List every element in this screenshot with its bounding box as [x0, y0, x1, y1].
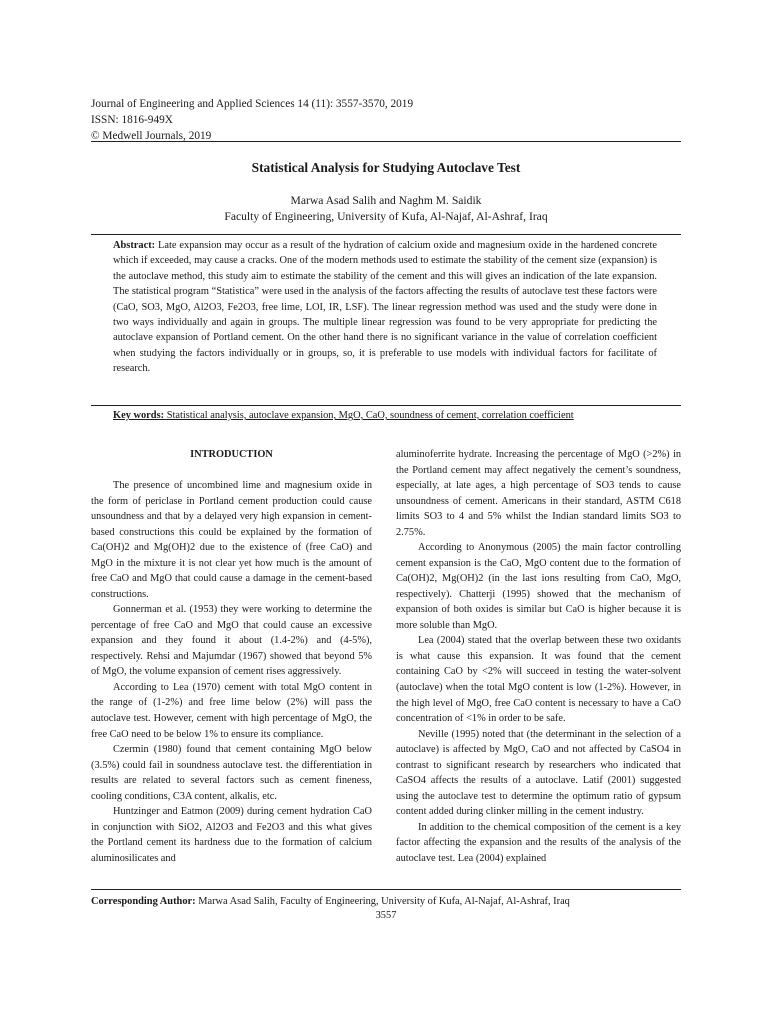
- author-block: [91, 193, 681, 225]
- affiliation: Faculty of Engineering, University of Kufa, Al-Najaf, Al-Ashraf, Iraq: [224, 210, 548, 223]
- corresponding-author: [91, 894, 681, 909]
- section-heading: INTRODUCTION: [190, 449, 273, 460]
- keywords: [113, 410, 673, 421]
- body-paragraph: Gonnerman et al. (1953) they were working to determine the percentage of free CaO and MgO that could cause an excessive expansion and they found it about (1.4-2%) and (4-5%), respectively. Rehsi and Majumdar (1967) showed that beyond 5% of MgO, the volume expansion of cement rises aggressively.: [91, 604, 372, 678]
- authors: Marwa Asad Salih and Naghm M. Saidik: [290, 194, 482, 207]
- abstract-text: Late expansion may occur as a result of the hydration of calcium oxide and magnesium oxide in the hardened concrete which if exceeded, may cause a cracks. One of the modern methods used to estimate the stability of the cement size (expansion) is the autoclave method, this study aim to estimate the stability of the cement and this will gives an indication of the late expansion. The statistical program “Statistica” were used in the analysis of the factors affecting the results of autoclave test these factors were (CaO, SO3, MgO, Al2O3, Fe2O3, free lime, LOI, IR, LSF). The linear regression method was used and the study were done in two ways individually and again in groups. The multiple linear regression was found to be very appropriate for predicting the autoclave expansion of Portland cement. On the other hand there is no significant variance in the value of correlation coefficient when studying the factors individually or in groups, so, it is preferable to use models with individual factors for facilitate of research.: [113, 240, 657, 375]
- abstract: [113, 238, 657, 377]
- keywords-label: Key words:: [113, 410, 165, 421]
- left-column: [91, 447, 372, 866]
- keywords-text: Statistical analysis, autoclave expansion, MgO, CaO, soundness of cement, correlation coefficient: [166, 410, 574, 421]
- header-rule: [91, 141, 681, 142]
- abstract-top-rule: [91, 234, 681, 235]
- body-paragraph: Czermin (1980) found that cement containing MgO below (3.5%) could fail in soundness autoclave test. the differentiation in results are related to several factors such as cement fineness, cooling conditions, C3A content, alkalis, etc.: [91, 744, 372, 802]
- body-paragraph: In addition to the chemical composition of the cement is a key factor affecting the expansion and the results of the analysis of the autoclave test. Lea (2004) explained: [396, 821, 681, 864]
- journal-citation: Journal of Engineering and Applied Sciences 14 (11): 3557-3570, 2019: [91, 98, 414, 110]
- footer-rule: [91, 889, 681, 890]
- body-paragraph: The presence of uncombined lime and magnesium oxide in the form of periclase in Portland cement production could cause unsoundness and that by a delayed very high expansion in cement-based constructions this could be explained by the formation of Ca(OH)2 and Mg(OH)2 due to the existence of (free CaO) and MgO in the mixture it is not clear yet how much is the amount of free CaO and MgO that could cause a damage in the cement-based constructions.: [91, 480, 372, 600]
- journal-issn: ISSN: 1816-949X: [91, 114, 173, 126]
- body-paragraph: According to Lea (1970) cement with total MgO content in the range of (1-2%) and free lime below (2%) will pass the autoclave test. However, cement with high percentage of MgO, the free CaO need to be below 1% to ensure its compliance.: [91, 681, 372, 740]
- journal-info: [91, 96, 413, 144]
- corresponding-text: Marwa Asad Salih, Faculty of Engineering, University of Kufa, Al-Najaf, Al-Ashraf, Iraq: [198, 896, 570, 907]
- body-paragraph: Neville (1995) noted that (the determinant in the selection of a autoclave) is affected by MgO, CaO and not affected by CaSO4 in contrast to significant research by researchers who indicated that CaSO4 affects the results of a autoclave. Latif (2001) suggested using the autoclave test to determine the optimum ratio of gypsum content added during clinker milling in the cement industry.: [396, 728, 681, 818]
- abstract-label: Abstract:: [113, 240, 156, 251]
- journal-copyright: © Medwell Journals, 2019: [91, 130, 212, 142]
- body-paragraph: aluminoferrite hydrate. Increasing the percentage of MgO (>2%) in the Portland cement may affect negatively the cement’s soundness, especially, at late ages, a high percentage of SO3 tends to cause unsoundness of cement. Americans in their standard, ASTM C618 limits SO3 to 4 and 5% whilst the Indian standard limits SO3 to 2.75%.: [396, 449, 681, 538]
- abstract-bottom-rule: [91, 405, 681, 406]
- page-number: 3557: [375, 910, 397, 921]
- body-paragraph: According to Anonymous (2005) the main factor controlling cement expansion is the CaO, MgO content due to the formation of Ca(OH)2, Mg(OH)2 (in the last ions resulting from CaO, MgO, respectively). Chatterji (1995) showed that the mechanism of expansion of both oxides is similar but CaO is higher because it is more soluble than MgO.: [396, 542, 681, 631]
- corresponding-label: Corresponding Author:: [91, 896, 196, 907]
- body-paragraph: Huntzinger and Eatmon (2009) during cement hydration CaO in conjunction with SiO2, Al2O3 and Fe2O3 and this what gives the Portland cement its hardness due to the formation of calcium aluminosilicates and: [91, 806, 372, 864]
- paper-title: Statistical Analysis for Studying Autoclave Test: [251, 160, 521, 175]
- right-column: [396, 447, 681, 866]
- body-paragraph: Lea (2004) stated that the overlap between these two oxidants is what cause this expansion. It was found that the cement containing CaO by <2% will succeed in testing the water-solvent (autoclave) when the total MgO content is low (1-2%). However, in the high level of MgO, free CaO content is necessary to have a CaO concentration of <1% in order to be safe.: [396, 635, 681, 725]
